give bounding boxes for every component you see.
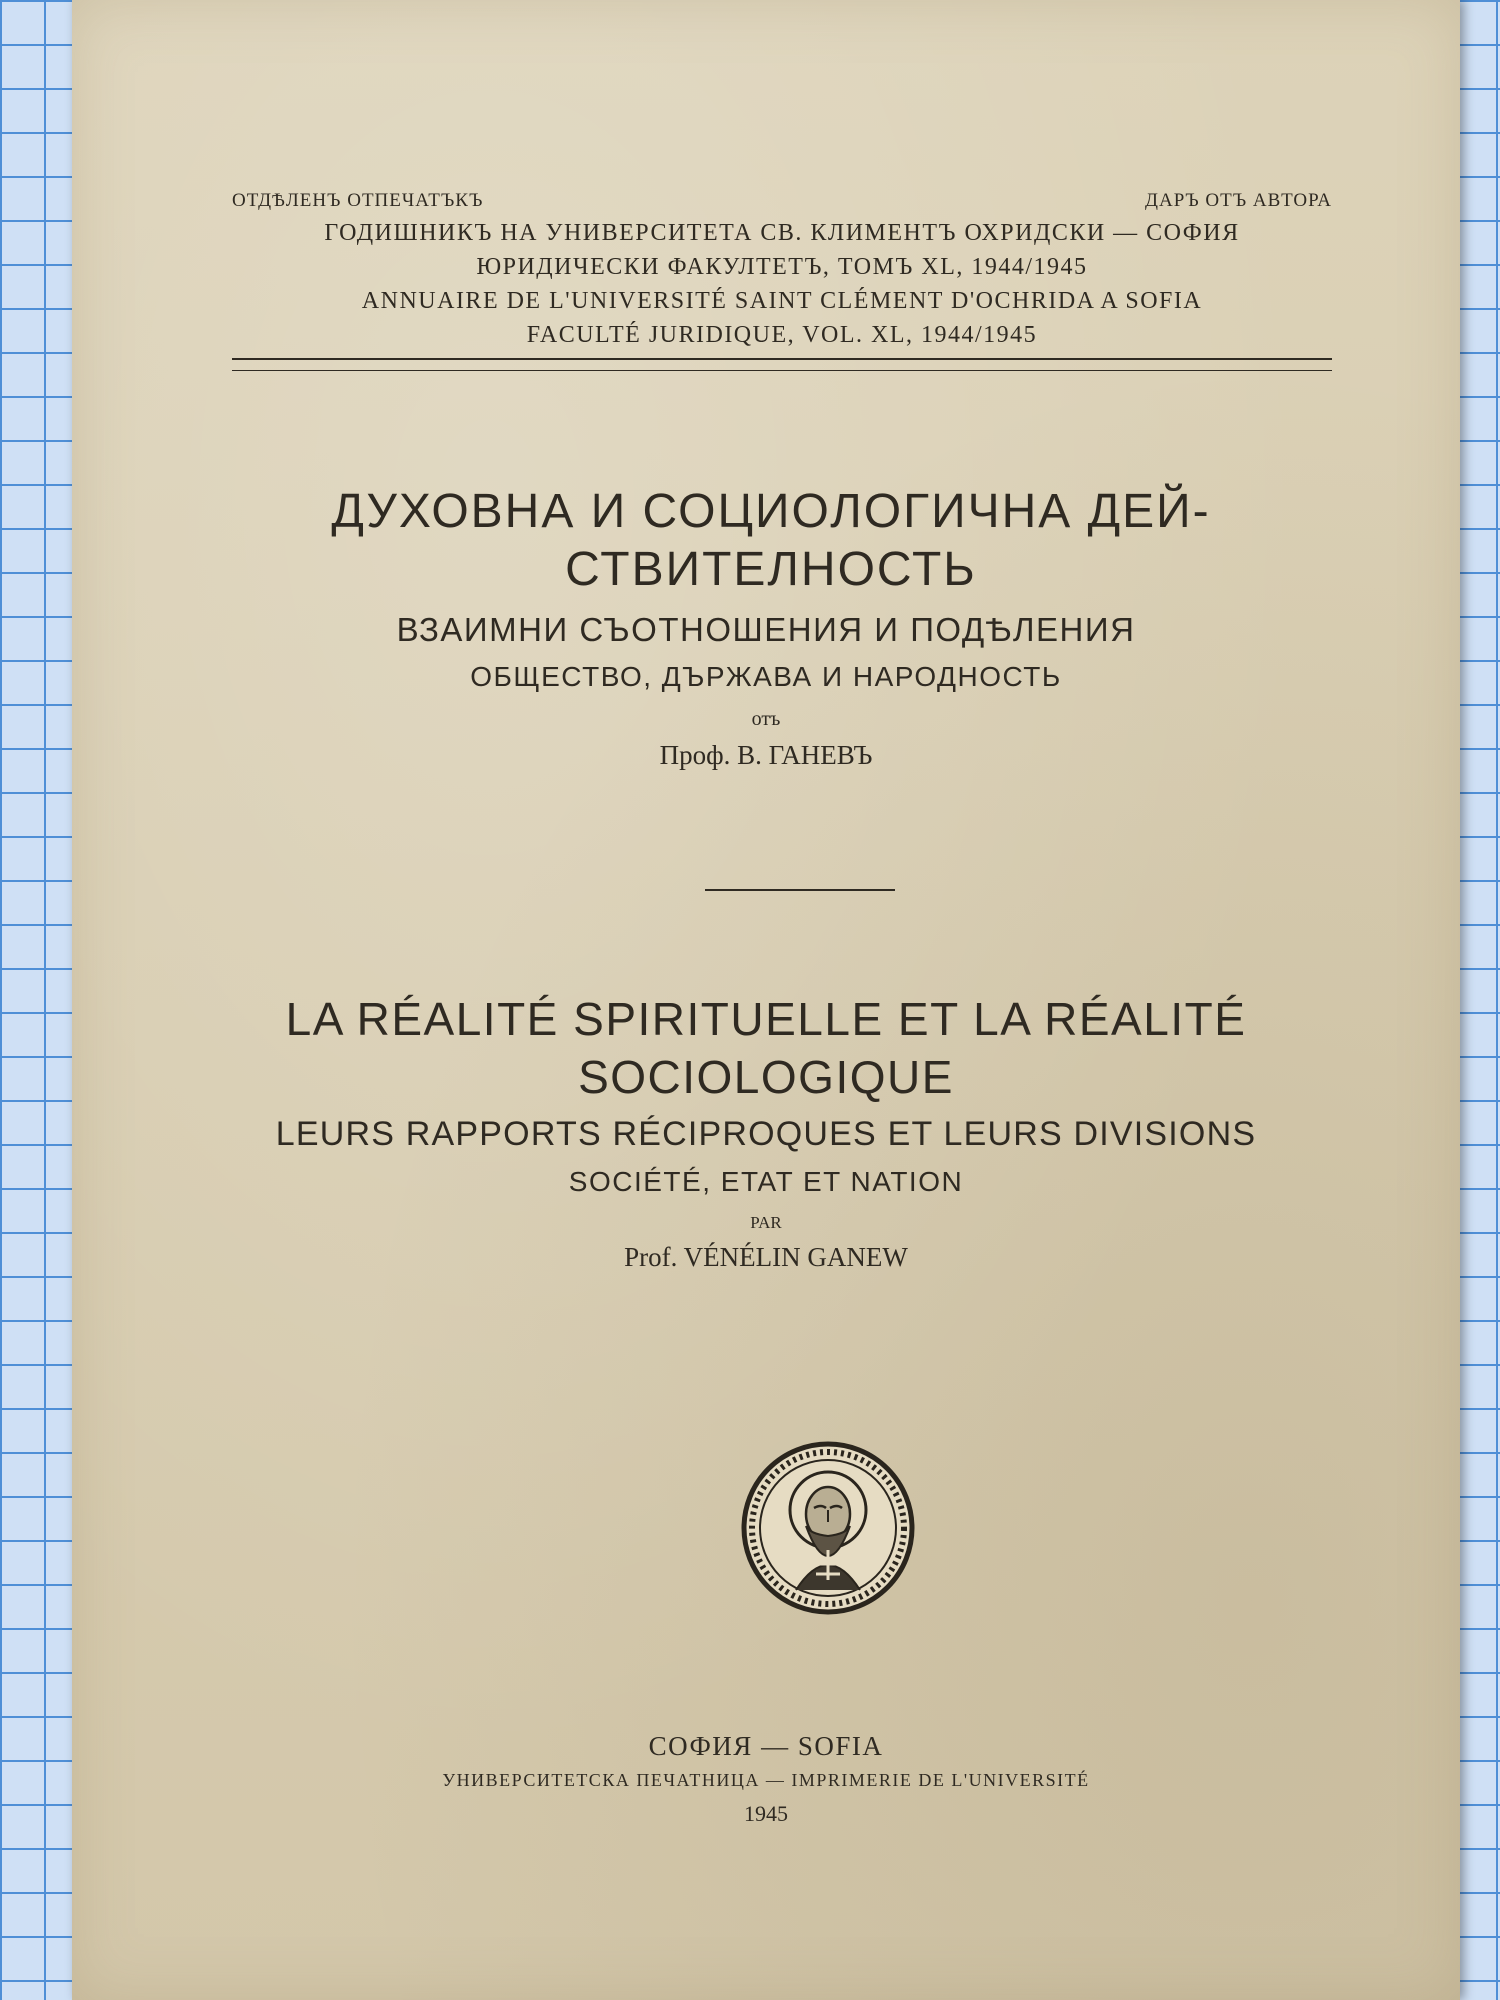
series-line-3: ANNUAIRE DE L'UNIVERSITÉ SAINT CLÉMENT D'OCHRIDA A SOFIA (361, 288, 1203, 314)
fr-author: Prof. VÉNÉLIN GANEW (624, 1242, 908, 1272)
imprint-city: СОФИЯ — SOFIA (648, 1731, 884, 1761)
imprint-block (72, 1728, 1460, 1832)
fr-subtitle-2: SOCIÉTÉ, ETAT ET NATION (568, 1166, 964, 1197)
bg-subtitle-2: ОБЩЕСТВО, ДЪРЖАВА И НАРОДНОСТЬ (470, 661, 1062, 692)
bg-author: Проф. В. ГАНЕВЪ (659, 740, 873, 770)
series-header (232, 190, 1332, 352)
fr-subtitle: LEURS RAPPORTS RÉCIPROQUES ET LEURS DIVISIONS (275, 1115, 1257, 1153)
imprint-press: УНИВЕРСИТЕТСКА ПЕЧАТНИЦА — IMPRIMERIE DE L'UNIVERSITÉ (442, 1770, 1090, 1790)
french-title-block (72, 990, 1460, 1274)
gift-label: ДАРЪ ОТЪ АВТОРА (1145, 190, 1332, 211)
series-line-4: FACULTÉ JURIDIQUE, VOL. XL, 1944/1945 (526, 322, 1038, 348)
bg-title-line-2: СТВИТЕЛНОСТЬ (565, 543, 977, 596)
saint-portrait-seal-icon (740, 1440, 916, 1616)
bg-subtitle: ВЗАИМНИ СЪОТНОШЕНИЯ И ПОДѢЛЕНИЯ (396, 611, 1136, 648)
book-cover (72, 0, 1460, 2000)
fr-by-label: PAR (750, 1213, 782, 1232)
middle-divider (705, 889, 895, 891)
fr-title-line-1: LA RÉALITÉ SPIRITUELLE ET LA RÉALITÉ (285, 993, 1247, 1045)
series-line-2: ЮРИДИЧЕСКИ ФАКУЛТЕТЪ, ТОМЪ XL, 1944/1945 (476, 254, 1088, 280)
fr-title-line-2: SOCIOLOGIQUE (578, 1051, 954, 1103)
bg-title-line-1: ДУХОВНА И СОЦИОЛОГИЧНА ДЕЙ- (331, 485, 1211, 538)
imprint-year: 1945 (744, 1801, 788, 1826)
offprint-label: ОТДѢЛЕНЪ ОТПЕЧАТЪКЪ (232, 190, 484, 211)
bg-by-label: отъ (751, 708, 781, 730)
header-divider (232, 358, 1332, 371)
bulgarian-title-block (72, 483, 1460, 773)
series-line-1: ГОДИШНИКЪ НА УНИВЕРСИТЕТА СВ. КЛИМЕНТЪ ОХРИДСКИ — СОФИЯ (324, 220, 1240, 246)
